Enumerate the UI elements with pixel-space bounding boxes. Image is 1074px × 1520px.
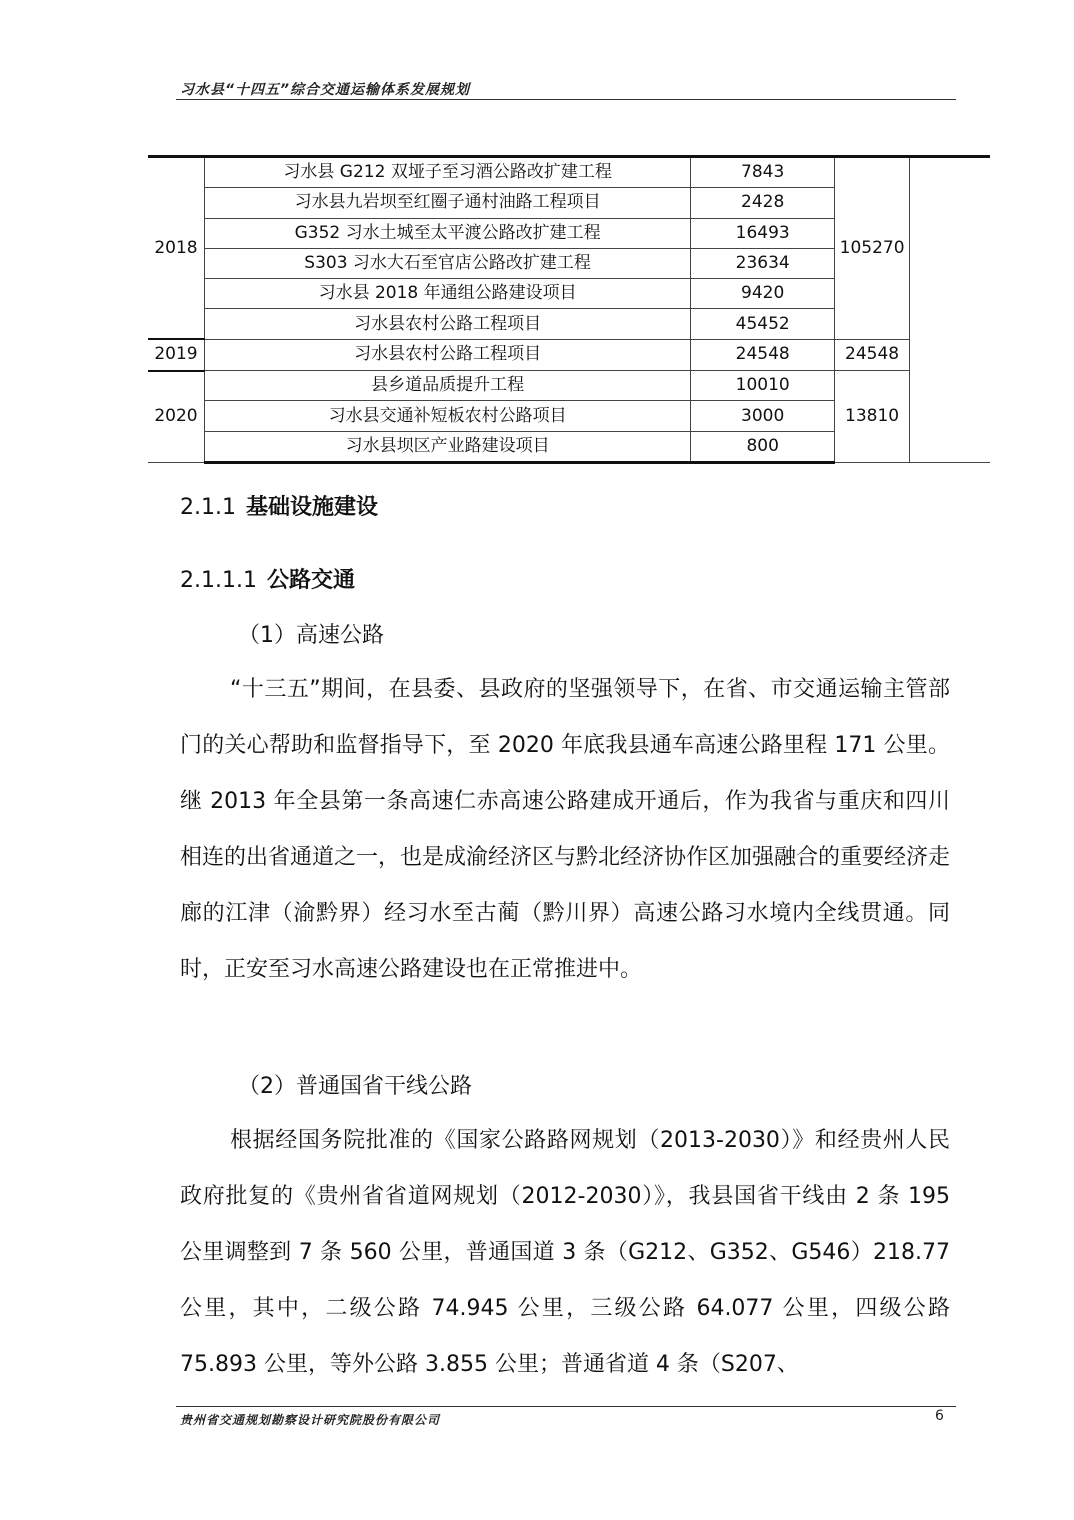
year-cell: 2019 — [148, 339, 204, 370]
footer-company: 贵州省交通规划勘察设计研究院股份有限公司 — [180, 1413, 441, 1427]
project-name-cell: S303 习水大石至官店公路改扩建工程 — [204, 248, 690, 278]
project-name-cell: 习水县农村公路工程项目 — [204, 309, 690, 339]
project-amount-cell: 9420 — [691, 279, 835, 309]
project-amount-cell: 3000 — [691, 401, 835, 431]
section-title: 基础设施建设 — [245, 495, 378, 520]
section-number: 2.1.1 — [180, 495, 236, 520]
project-table — [148, 155, 990, 464]
year-total-cell: 24548 — [835, 339, 910, 370]
subsection-number: 2.1.1.1 — [180, 568, 257, 593]
paragraph-expressway: “十三五”期间，在县委、县政府的坚强领导下，在省、市交通运输主管部门的关心帮助和监督指导下，至 2020 年底我县通车高速公路里程 171 公里。继 2013 年全县第一条高速仁赤高速公路建成开通后，作为我省与重庆和四川相连的出省通道之一，也是成渝经济区与黔北经济协作区加强融合的重要经济走廊的江津（渝黔界）经习水至古蔺（黔川界）高速公路习水境内全线贯通。同时，正安至习水高速公路建设也在正常推进中。 — [180, 677, 951, 982]
subsection-title: 公路交通 — [266, 568, 355, 593]
table-row — [148, 339, 990, 370]
project-name-cell: 习水县坝区产业路建设项目 — [204, 431, 690, 462]
empty-column-cell — [910, 157, 990, 463]
project-amount-cell: 45452 — [691, 309, 835, 339]
project-name-cell: 习水县 G212 双垭子至习酒公路改扩建工程 — [204, 157, 690, 188]
project-amount-cell: 23634 — [691, 248, 835, 278]
document-header-title: 习水县“十四五”综合交通运输体系发展规划 — [180, 82, 471, 98]
project-amount-cell: 24548 — [691, 339, 835, 370]
table-row — [148, 157, 990, 188]
page-number: 6 — [935, 1408, 944, 1424]
table-row — [148, 371, 990, 401]
project-amount-cell: 7843 — [691, 157, 835, 188]
year-total-cell: 105270 — [835, 157, 910, 340]
footer-rule — [176, 1406, 956, 1407]
year-total-cell: 13810 — [835, 371, 910, 463]
subheading-expressway: （1）高速公路 — [238, 623, 384, 648]
project-amount-cell: 2428 — [691, 188, 835, 218]
project-name-cell: 习水县 2018 年通组公路建设项目 — [204, 279, 690, 309]
project-name-cell: 习水县农村公路工程项目 — [204, 339, 690, 370]
subheading-trunk-highway: （2）普通国省干线公路 — [238, 1074, 472, 1099]
project-amount-cell: 16493 — [691, 218, 835, 248]
project-amount-cell: 800 — [691, 431, 835, 462]
project-name-cell: 县乡道品质提升工程 — [204, 371, 690, 401]
year-cell: 2020 — [148, 371, 204, 463]
header-rule — [176, 99, 956, 100]
section-heading-2-1-1-1 — [180, 563, 355, 594]
project-name-cell: 习水县交通补短板农村公路项目 — [204, 401, 690, 431]
project-amount-cell: 10010 — [691, 371, 835, 401]
project-name-cell: 习水县九岩坝至红圈子通村油路工程项目 — [204, 188, 690, 218]
paragraph-trunk-highway: 根据经国务院批准的《国家公路路网规划（2013-2030）》和经贵州人民政府批复的《贵州省省道网规划（2012-2030）》，我县国省干线由 2 条 195 公里调整到 7 条 560 公里，普通国道 3 条（G212、G352、G546）218.77 公里，其中，二级公路 74.945 公里，三级公路 64.077 公里，四级公路 75.893 公里，等外公路 3.855 公里；普通省道 4 条（S207、 — [180, 1128, 950, 1377]
section-heading-2-1-1 — [180, 490, 378, 521]
project-name-cell: G352 习水土城至太平渡公路改扩建工程 — [204, 218, 690, 248]
year-cell: 2018 — [148, 157, 204, 340]
